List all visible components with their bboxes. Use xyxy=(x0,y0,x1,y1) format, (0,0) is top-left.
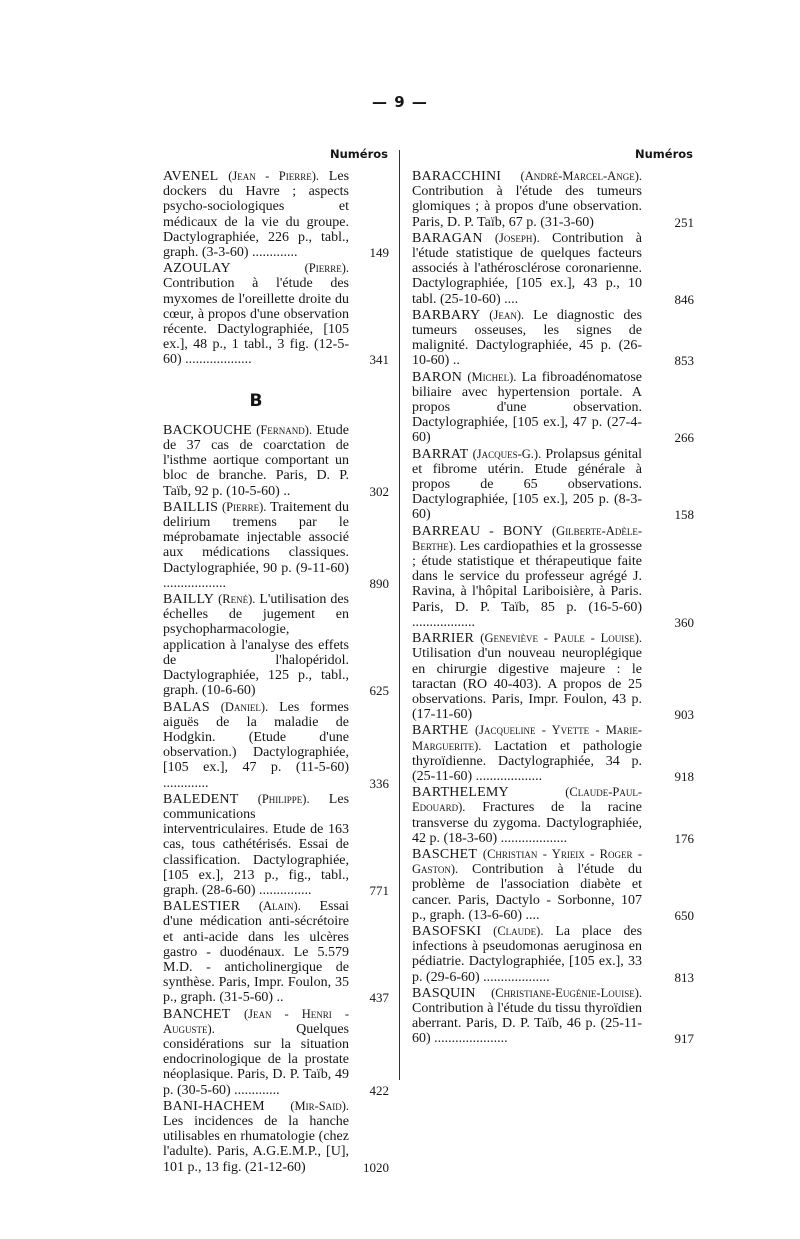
entry-number: 176 xyxy=(674,830,694,846)
author-given-name: (Claude-Paul-Edouard). xyxy=(412,785,642,815)
author-given-name: (Jean - Pierre). xyxy=(228,169,319,183)
entry-number: 771 xyxy=(369,882,389,898)
author-given-name: (Jean). xyxy=(489,307,525,322)
author-surname: BARRAT xyxy=(412,446,469,462)
entry-text: Traitement du delirium tremens par le méprobamate injectable associé aux médications classiques. Dactylographiée, 90 p. (9-11-60) .................. xyxy=(163,499,349,591)
author-surname: BASQUIN xyxy=(412,985,476,1001)
author-given-name: (Alain). xyxy=(258,899,301,914)
author-surname: BALAS xyxy=(163,699,210,715)
author-given-name: (Fernand). xyxy=(256,422,313,437)
entry-text: Contribution à l'étude du tissu thyroïdien aberrant. Paris, D. P. Taïb, 46 p. (25-11-60) ..................... xyxy=(412,1000,642,1047)
author-given-name: (Michel). xyxy=(467,369,517,384)
entry-text: Essai d'une médication anti-sécrétoire et anti-acide dans les ulcères gastro - duodénaux. Le 5.579 M.D. - anticholinergique de synthèse. Paris, Impr. Foulon, 35 p., graph. (31-5-60) .. xyxy=(163,899,350,1006)
entry-number: 422 xyxy=(369,1082,389,1098)
bibliography-entry xyxy=(412,308,694,369)
entry-number: 813 xyxy=(674,969,694,985)
author-surname: BARBARY xyxy=(412,307,481,323)
entry-text: Le diagnostic des tumeurs osseuses, les signes de malignité. Dactylographiée, 45 p. (26-10-60) .. xyxy=(412,307,643,369)
author-given-name: (Claude). xyxy=(493,923,544,938)
author-surname: BASCHET xyxy=(412,846,478,862)
entry-number: 846 xyxy=(674,291,694,307)
author-surname: BARON xyxy=(412,369,463,385)
author-surname: BASOFSKI xyxy=(412,923,482,939)
entry-number: 336 xyxy=(369,775,389,791)
author-surname: BARTHELEMY xyxy=(412,785,509,801)
entry-number: 360 xyxy=(674,614,694,630)
entry-number: 918 xyxy=(674,768,694,784)
bibliography-entry xyxy=(163,792,389,898)
entry-text: Les communications interventriculaires. Etude de 163 cas, tous cathétérisés. Essai de classification. Dactylographiée, [105 ex.], 213 p., fig., tabl., graph. (28-6-60) ............... xyxy=(163,791,350,898)
entry-number: 853 xyxy=(674,353,694,369)
bibliography-entry xyxy=(412,785,694,846)
entry-number: 302 xyxy=(369,483,389,499)
right-column-header: Numéros xyxy=(634,147,693,161)
author-given-name: (Jacques-G.). xyxy=(472,446,542,461)
section-letter: B xyxy=(249,390,263,411)
author-given-name: (Mir-Said). xyxy=(290,1098,349,1113)
entry-text: Les incidences de la hanche utilisables en rhumatologie (chez l'adulte). Paris, A.G.E.M.P., [U], 101 p., 13 fig. (21-12-60) xyxy=(163,1113,349,1175)
entry-text: L'utilisation des échelles de jugement en psychopharmacologie, application à l'analyse des effets de l'halopéridol. Dactylographiée, 125 p., tabl., graph. (10-6-60) xyxy=(163,592,350,699)
author-given-name: (Pierre). xyxy=(304,261,349,276)
bibliography-entry xyxy=(163,899,389,1005)
bibliography-entry xyxy=(412,847,694,923)
author-surname: BACKOUCHE xyxy=(163,422,252,438)
column-divider xyxy=(399,150,400,1080)
author-given-name: (Christian - Yrieix - Roger - Gaston). xyxy=(412,846,642,877)
entry-number: 149 xyxy=(369,245,389,261)
entry-number: 625 xyxy=(369,683,389,699)
author-given-name: (Pierre). xyxy=(222,499,267,514)
author-given-name: (Christiane-Eugénie-Louise). xyxy=(491,985,642,1000)
entry-number: 917 xyxy=(674,1031,694,1047)
bibliography-entry xyxy=(163,423,389,499)
entry-text: Contribution à l'étude du problème de l'association diabète et cancer. Paris, Dactylo - Sorbonne, 107 p., graph. (13-6-60) .... xyxy=(412,862,642,923)
bibliography-entry xyxy=(412,986,694,1047)
left-column xyxy=(163,169,389,1176)
author-surname: BALEDENT xyxy=(163,791,239,807)
author-surname: AVENEL xyxy=(163,169,219,184)
entry-text: Contribution à l'étude des tumeurs glomiques ; à propos d'une observation. Paris, D. P. Taïb, 67 p. (31-3-60) xyxy=(412,184,642,230)
bibliography-entry xyxy=(163,261,389,367)
entry-number: 650 xyxy=(674,907,694,923)
bibliography-entry xyxy=(412,631,694,722)
left-column-header: Numéros xyxy=(329,147,388,161)
entry-number: 1020 xyxy=(363,1159,389,1175)
author-given-name: (Gilberte-Adèle-Berthe). xyxy=(412,523,642,553)
bibliography-entry xyxy=(163,500,389,591)
bibliography-entry xyxy=(163,700,389,791)
entry-text: Fractures de la racine transverse du zygoma. Dactylographiée, 42 p. (18-3-60) ................... xyxy=(412,800,643,846)
bibliography-entry xyxy=(412,231,694,307)
entry-number: 437 xyxy=(369,990,389,1006)
author-surname: BANCHET xyxy=(163,1006,231,1022)
author-surname: AZOULAY xyxy=(163,261,231,277)
entry-text: Lactation et pathologie thyroïdienne. Dactylographiée, 34 p. (25-11-60) ................... xyxy=(412,738,642,784)
bibliography-entry xyxy=(412,169,694,230)
entry-number: 890 xyxy=(369,575,389,591)
author-given-name: (Philippe). xyxy=(257,791,310,806)
entry-text: Utilisation d'un nouveau neuroplégique en chirurgie digestive majeure : le taractan (RO 40-403). A propos de 25 observations. Paris, Impr. Foulon, 43 p. (17-11-60) xyxy=(412,646,642,723)
bibliography-entry xyxy=(163,592,389,698)
entries-b xyxy=(163,423,389,1175)
entry-number: 266 xyxy=(674,430,694,446)
entry-text: Les formes aiguës de la maladie de Hodgkin. (Etude d'une observation.) Dactylographiée, [105 ex.], 47 p. (11-5-60) ............. xyxy=(163,699,349,791)
author-surname: BAILLIS xyxy=(163,499,219,515)
entry-text: Quelques considérations sur la situation endocrinologique de la prostate néoplasique. Paris, D. P. Taïb, 49 p. (30-5-60) ............. xyxy=(163,1021,349,1098)
bibliography-entry xyxy=(412,924,694,985)
entry-text: Prolapsus génital et fibrome utérin. Etude générale à propos de 65 observations. Dactylographiée, [105 ex.], 205 p. (8-3-60) xyxy=(412,446,642,523)
author-surname: BANI-HACHEM xyxy=(163,1098,265,1114)
bibliography-entry xyxy=(412,524,694,630)
author-surname: BARRIER xyxy=(412,631,475,647)
author-given-name: (Joseph). xyxy=(494,230,540,245)
author-surname: BARACCHINI xyxy=(412,169,502,184)
bibliography-entry xyxy=(412,447,694,523)
author-given-name: (Geneviève - Paule - Louise). xyxy=(480,631,643,646)
bibliography-entry xyxy=(412,370,694,446)
author-given-name: (Daniel). xyxy=(220,699,269,714)
entries-a xyxy=(163,169,389,368)
author-surname: BALESTIER xyxy=(163,899,241,915)
bibliography-entry xyxy=(163,1007,389,1098)
author-surname: BARAGAN xyxy=(412,230,483,246)
entry-number: 251 xyxy=(674,214,694,230)
bibliography-entry xyxy=(163,169,389,260)
author-given-name: (Jean - Henri - Auguste). xyxy=(163,1006,350,1036)
entry-number: 903 xyxy=(674,707,694,723)
bibliography-entry xyxy=(412,723,694,784)
author-given-name: (René). xyxy=(218,592,256,607)
author-given-name: (Jacqueline - Yvette - Marie-Marguerite). xyxy=(412,723,642,753)
author-surname: BAILLY xyxy=(163,592,215,608)
right-column xyxy=(412,169,694,1048)
entry-text: Etude de 37 cas de coarctation de l'isthme aortique comportant un bloc de branche. Paris, D. P. Taïb, 92 p. (10-5-60) .. xyxy=(163,422,350,499)
entry-text: Les cardiopathies et la grossesse ; étude statistique et thérapeutique faite dans le service du professeur agrégé J. Ravina, à l'hôpital Lariboisière, à Paris. Paris, D. P. Taïb, 85 p. (16-5-60) .................. xyxy=(412,538,642,630)
entry-text: Contribution à l'étude statistique de quelques facteurs associés à l'athérosclérose coronarienne. Dactylographiée, [105 ex.], 43 p., 10 tabl. (25-10-60) .... xyxy=(412,230,642,307)
entry-text: Contribution à l'étude des myxomes de l'oreillette droite du cœur, à propos d'une observation récente. Dactylographiée, [105 ex.], 48 p., 1 tabl., 3 fig. (12-5-60) ................... xyxy=(163,276,349,368)
entry-number: 341 xyxy=(369,352,389,368)
author-given-name: (André-Marcel-Ange). xyxy=(520,169,642,183)
page-number: — 9 — xyxy=(372,93,428,111)
entry-text: Les dockers du Havre ; aspects psycho-sociologiques et médicaux de la vie du groupe. Dactylographiée, 226 p., tabl., graph. (3-3-60) ............. xyxy=(163,169,350,261)
author-surname: BARREAU - BONY xyxy=(412,523,544,539)
bibliography-entry xyxy=(163,1099,389,1175)
entry-text: La fibroadénomatose biliaire avec hypertension portale. A propos d'une observation. Dactylographiée, [105 ex.], 47 p. (27-4-60) xyxy=(412,369,643,446)
entry-number: 158 xyxy=(674,507,694,523)
author-surname: BARTHE xyxy=(412,723,469,739)
entry-text: La place des infections à pseudomonas aeruginosa en pédiatrie. Dactylographiée, [105 ex.], 33 p. (29-6-60) ................... xyxy=(412,923,643,985)
